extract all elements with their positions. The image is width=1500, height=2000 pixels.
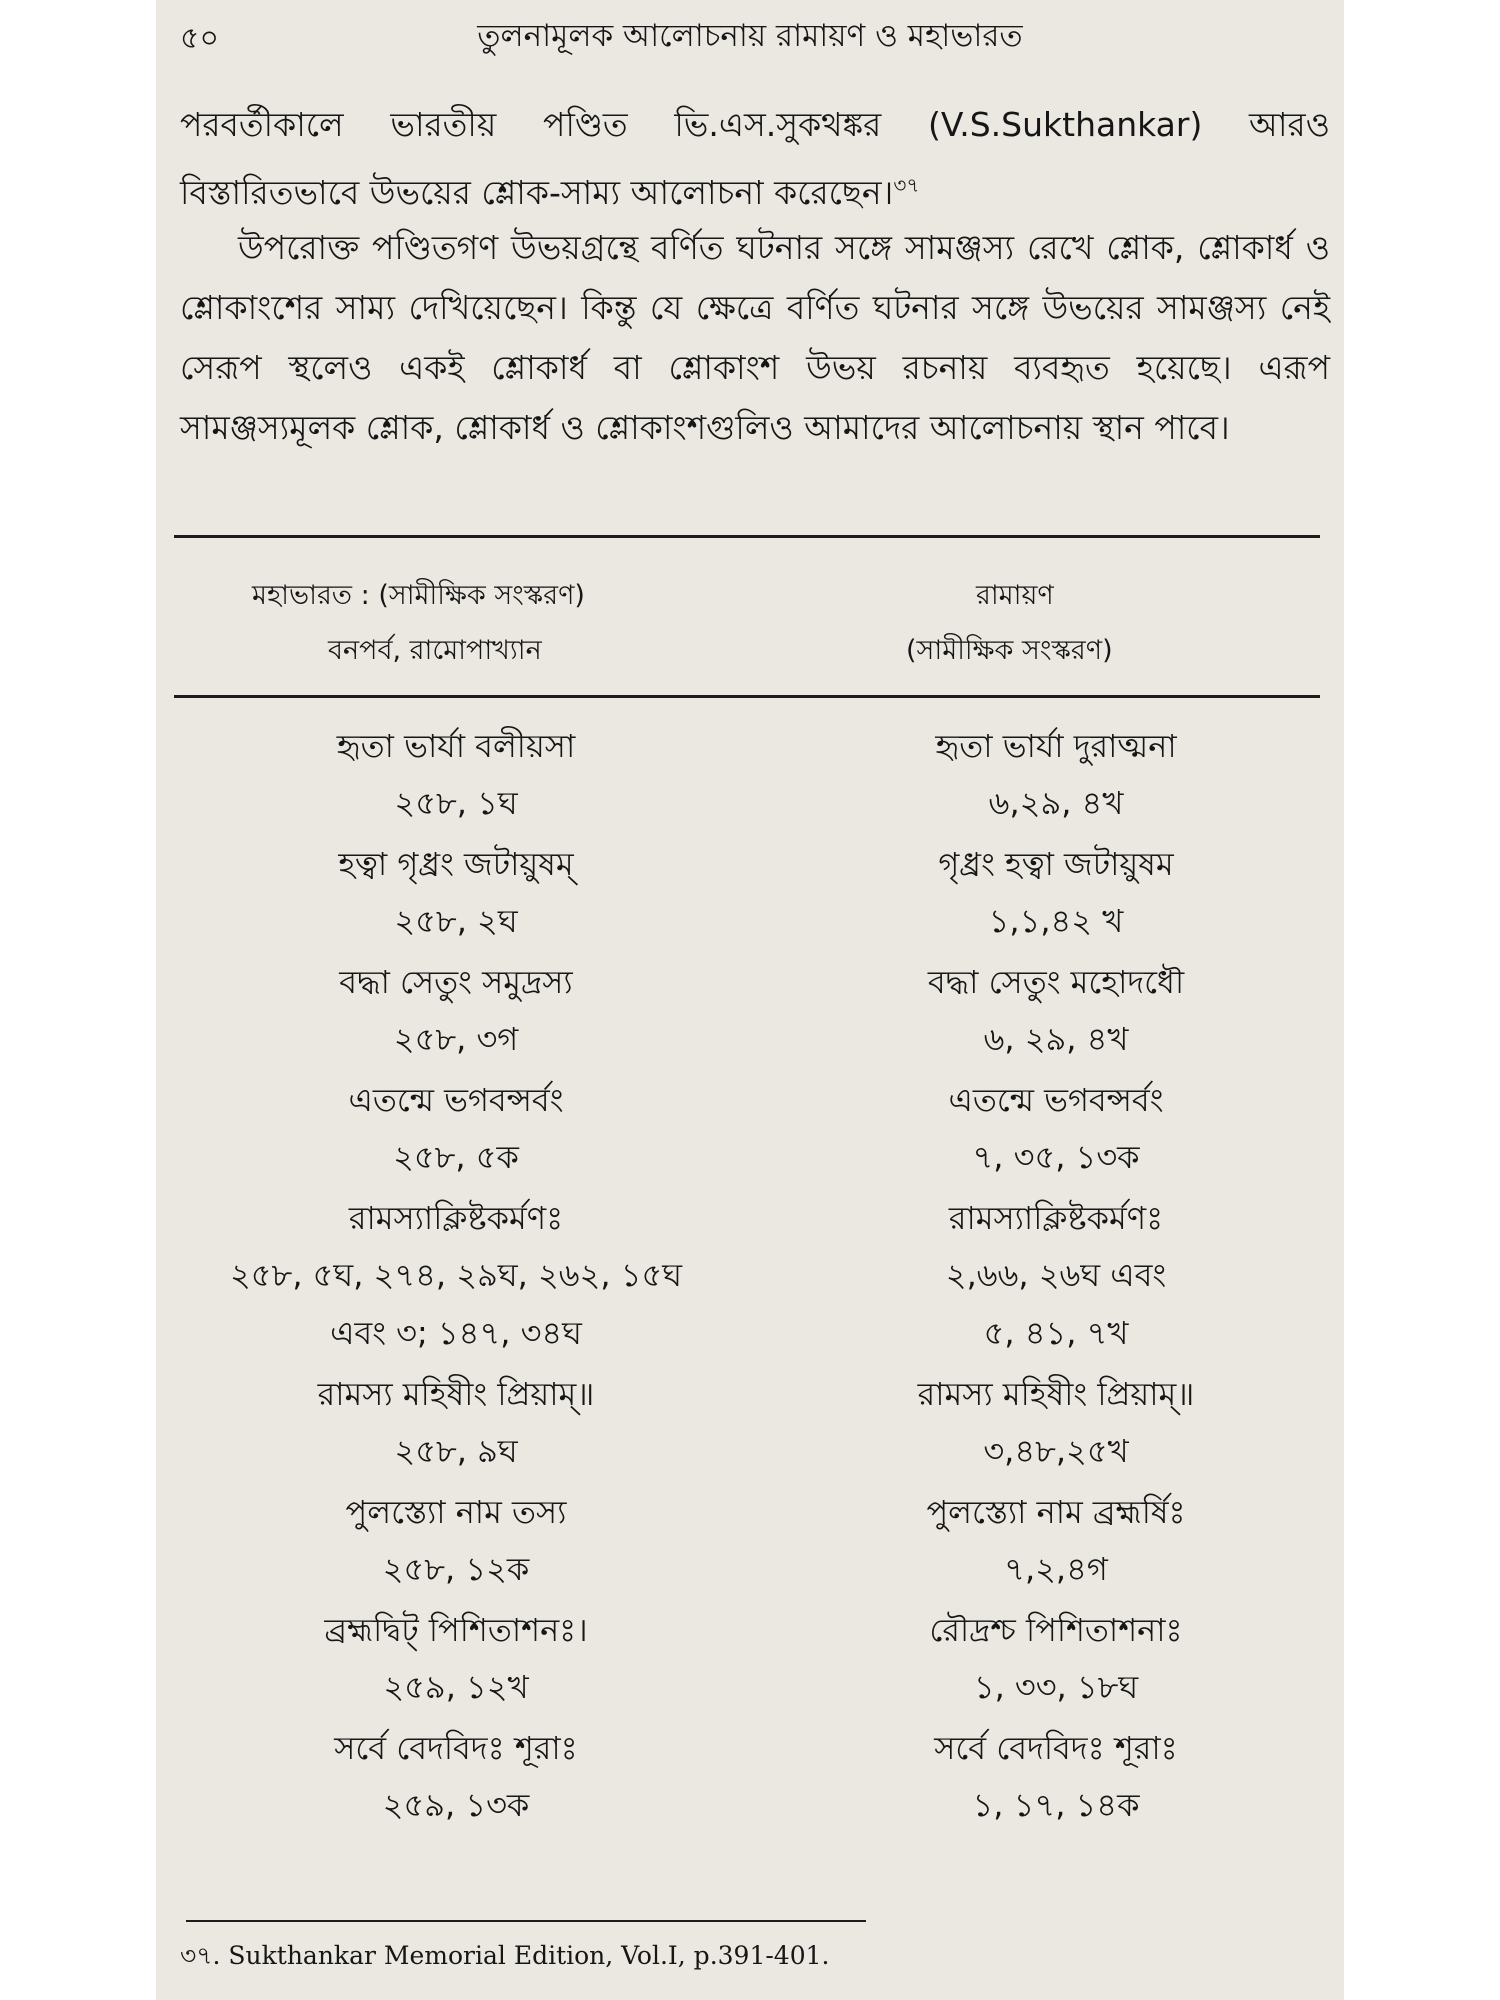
mahabharata-reference: ২৫৮, ১ঘ — [394, 784, 518, 822]
mahabharata-reference: এবং ৩; ১৪৭, ৩৪ঘ — [330, 1314, 582, 1352]
ramayana-verse: রৌদ্রশ্চ পিশিতাশনাঃ — [929, 1611, 1183, 1649]
mahabharata-reference: ২৫৯, ১৩ক — [382, 1786, 530, 1824]
ramayana-cell — [796, 718, 1316, 832]
footnote-reference: ৩৭ — [893, 173, 920, 197]
ramayana-verse: রামস্যাক্লিষ্টকর্মণঃ — [948, 1199, 1164, 1237]
mahabharata-cell — [196, 954, 716, 1068]
verse-pair-row — [156, 1720, 1344, 1838]
ramayana-cell — [796, 954, 1316, 1068]
ramayana-reference: ৭, ৩৫, ১৩ক — [972, 1138, 1140, 1176]
mahabharata-verse: হত্বা গৃধ্রং জটায়ুষম্ — [338, 845, 574, 883]
mahabharata-verse: সর্বে বেদবিদঃ শূরাঃ — [334, 1729, 578, 1767]
mahabharata-verse: হৃতা ভার্যা বলীয়সা — [336, 727, 576, 765]
ramayana-reference: ১, ৩৩, ১৮ঘ — [973, 1668, 1139, 1706]
mahabharata-reference: ২৫৮, ২ঘ — [394, 902, 518, 940]
paragraph-1 — [180, 95, 1330, 223]
mahabharata-verse: রামস্যাক্লিষ্টকর্মণঃ — [348, 1199, 564, 1237]
verse-comparison-list — [156, 718, 1344, 1838]
verse-pair-row — [156, 1072, 1344, 1190]
ramayana-verse: বদ্ধা সেতুং মহোদধৌ — [927, 963, 1185, 1001]
ramayana-reference: ৫, ৪১, ৭খ — [983, 1314, 1129, 1352]
mahabharata-reference: ২৫৮, ১২ক — [382, 1550, 530, 1588]
ramayana-verse: রামস্য মহিষীং প্রিয়াম্॥ — [917, 1375, 1195, 1413]
verse-pair-row — [156, 954, 1344, 1072]
ramayana-reference: ৭,২,৪গ — [1004, 1550, 1108, 1588]
running-header-title: তুলনামূলক আলোচনায় রামায়ণ ও মহাভারত — [477, 18, 1023, 54]
footnote-rule — [186, 1920, 866, 1922]
page-number: ৫০ — [180, 21, 219, 56]
ramayana-verse: সর্বে বেদবিদঃ শূরাঃ — [934, 1729, 1178, 1767]
mahabharata-cell — [196, 1484, 716, 1598]
ramayana-verse: গৃধ্রং হত্বা জটায়ুষম — [938, 845, 1174, 883]
ramayana-reference: ৩,৪৮,২৫খ — [983, 1432, 1129, 1470]
ramayana-cell — [796, 1720, 1316, 1834]
mahabharata-cell — [196, 1602, 716, 1716]
ramayana-cell — [796, 1484, 1316, 1598]
ramayana-verse: এতন্মে ভগবন্সর্বং — [948, 1081, 1164, 1119]
mahabharata-cell — [196, 1072, 716, 1186]
ramayana-reference: ৬,২৯, ৪খ — [988, 784, 1124, 822]
mahabharata-column-subheading: বনপর্ব, রামোপাখ্যান — [328, 635, 542, 666]
verse-pair-row — [156, 836, 1344, 954]
ramayana-reference: ৬, ২৯, ৪খ — [983, 1020, 1129, 1058]
ramayana-cell — [796, 1072, 1316, 1186]
mahabharata-cell — [196, 836, 716, 950]
mahabharata-verse: পুলস্ত্যো নাম তস্য — [345, 1493, 567, 1531]
verse-pair-row — [156, 1602, 1344, 1720]
book-page — [156, 0, 1344, 2000]
ramayana-column-heading: রামায়ণ — [976, 580, 1054, 611]
ramayana-column-subheading: (সামীক্ষিক সংস্করণ) — [906, 635, 1113, 666]
ramayana-verse: পুলস্ত্যো নাম ব্রহ্মর্ষিঃ — [926, 1493, 1186, 1531]
ramayana-cell — [796, 836, 1316, 950]
footnote: ৩৭. Sukthankar Memorial Edition, Vol.I, p.391-401. — [180, 1941, 830, 1970]
ramayana-reference: ২,৬৬, ২৬ঘ এবং — [945, 1256, 1167, 1294]
mahabharata-verse: এতন্মে ভগবন্সর্বং — [348, 1081, 564, 1119]
ramayana-cell — [796, 1366, 1316, 1480]
ramayana-cell — [796, 1602, 1316, 1716]
ramayana-reference: ১, ১৭, ১৪ক — [972, 1786, 1140, 1824]
mahabharata-reference: ২৫৮, ৩গ — [393, 1020, 519, 1058]
mahabharata-cell — [196, 1366, 716, 1480]
mahabharata-cell — [196, 1720, 716, 1834]
mahabharata-column-heading: মহাভারত : (সামীক্ষিক সংস্করণ) — [252, 580, 585, 611]
mahabharata-verse: ব্রহ্মদ্বিট্ পিশিতাশনঃ। — [324, 1611, 588, 1649]
table-header-rule — [174, 695, 1320, 698]
mahabharata-reference: ২৫৯, ১২খ — [383, 1668, 529, 1706]
mahabharata-verse: বদ্ধা সেতুং সমুদ্রস্য — [339, 963, 573, 1001]
ramayana-reference: ১,১,৪২ খ — [988, 902, 1124, 940]
mahabharata-cell — [196, 1190, 716, 1362]
verse-pair-row — [156, 1484, 1344, 1602]
mahabharata-cell — [196, 718, 716, 832]
ramayana-cell — [796, 1190, 1316, 1362]
paragraph-1-text: পরবর্তীকালে ভারতীয় পণ্ডিত ভি.এস.সুকথঙ্কর (V.S.Sukthankar) আরও বিস্তারিতভাবে উভয়ের শ্লোক-সাম্য আলোচনা করেছেন। — [180, 105, 1330, 212]
paragraph-2: উপরোক্ত পণ্ডিতগণ উভয়গ্রন্থে বর্ণিত ঘটনার সঙ্গে সামঞ্জস্য রেখে শ্লোক, শ্লোকার্ধ ও শ্লোকাংশের সাম্য দেখিয়েছেন। কিন্তু যে ক্ষেত্রে বর্ণিত ঘটনার সঙ্গে উভয়ের সামঞ্জস্য নেই সেরূপ স্থলেও একই শ্লোকার্ধ বা শ্লোকাংশ উভয় রচনায় ব্যবহৃত হয়েছে। এরূপ সামঞ্জস্যমূলক শ্লোক, শ্লোকার্ধ ও শ্লোকাংশগুলিও আমাদের আলোচনায় স্থান পাবে। — [180, 228, 1330, 447]
verse-pair-row — [156, 718, 1344, 836]
table-top-rule — [174, 535, 1320, 538]
mahabharata-reference: ২৫৮, ৯ঘ — [394, 1432, 518, 1470]
mahabharata-reference: ২৫৮, ৫ক — [393, 1138, 519, 1176]
mahabharata-reference: ২৫৮, ৫ঘ, ২৭৪, ২৯ঘ, ২৬২, ১৫ঘ — [229, 1256, 682, 1294]
mahabharata-verse: রামস্য মহিষীং প্রিয়াম্॥ — [317, 1375, 595, 1413]
verse-pair-row — [156, 1366, 1344, 1484]
verse-pair-row — [156, 1190, 1344, 1366]
ramayana-verse: হৃতা ভার্যা দুরাত্মনা — [935, 727, 1177, 765]
